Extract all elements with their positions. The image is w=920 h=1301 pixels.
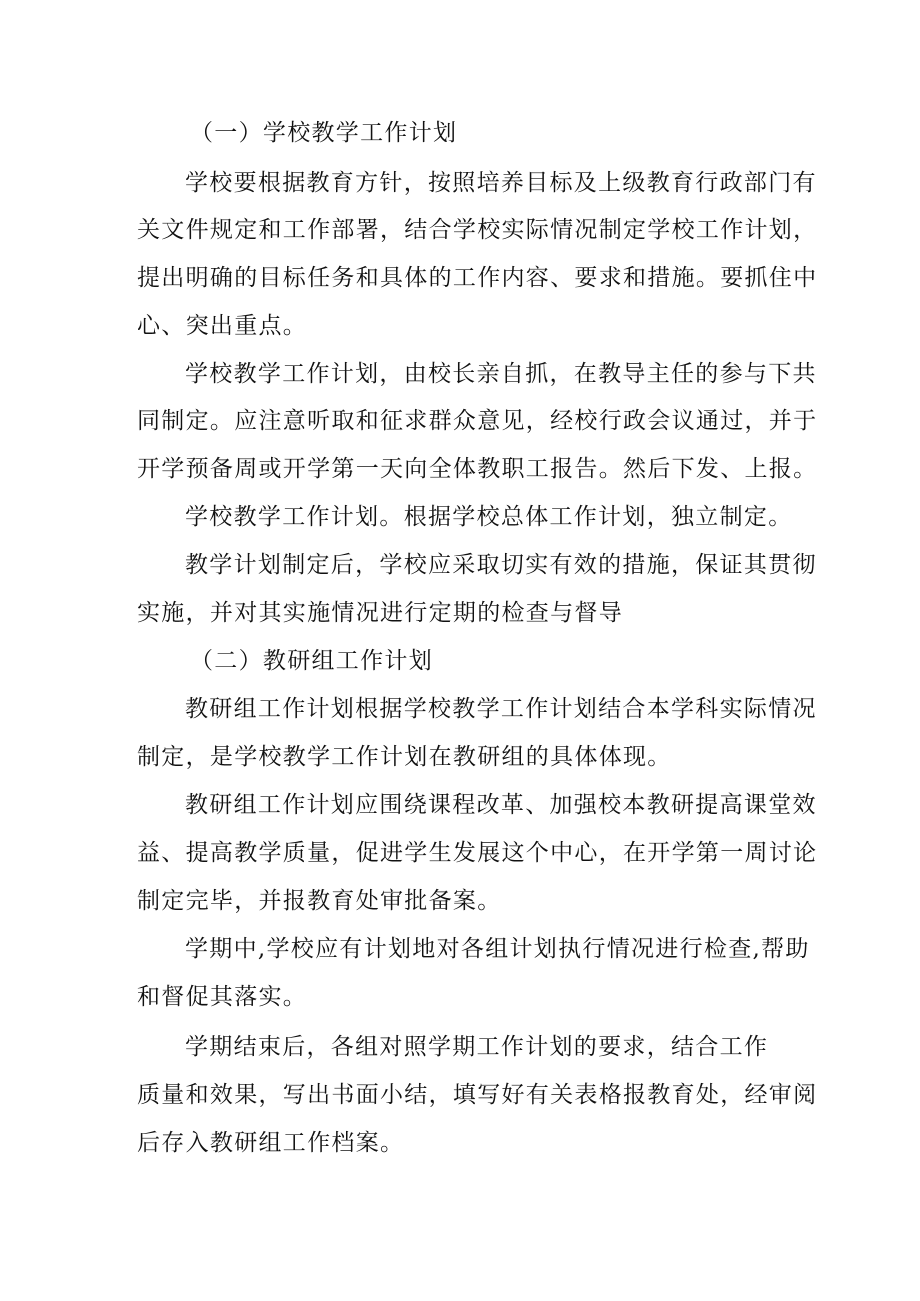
paragraph-line: 后存入教研组工作档案。 (137, 1130, 405, 1156)
paragraph-line: 教研组工作计划应围绕课程改革、加强校本教研提高课堂效 (185, 792, 817, 818)
paragraph-line: 教学计划制定后，学校应采取切实有效的措施，保证其贯彻 (185, 552, 817, 578)
paragraph-line: 学校教学工作计划。根据学校总体工作计划，独立制定。 (185, 504, 793, 530)
paragraph-line: 实施，并对其实施情况进行定期的检查与督导 (137, 600, 623, 626)
paragraph-line: 心、突出重点。 (137, 313, 308, 339)
paragraph-line: 同制定。应注意听取和征求群众意见，经校行政会议通过，并于 (137, 408, 818, 434)
paragraph-line: 学期中,学校应有计划地对各组计划执行情况进行检查,帮助 (185, 936, 810, 962)
paragraph-line: 和督促其落实。 (137, 984, 308, 1010)
paragraph-line: 提出明确的目标任务和具体的工作内容、要求和措施。要抓住中 (137, 265, 818, 291)
paragraph-line: 学校要根据教育方针，按照培养目标及上级教育行政部门有 (185, 170, 817, 196)
paragraph-line: 学期结束后，各组对照学期工作计划的要求，结合工作 (185, 1034, 769, 1060)
paragraph-line: 质量和效果，写出书面小结，填写好有关表格报教育处，经审阅 (137, 1082, 818, 1108)
paragraph-line: 制定，是学校教学工作计划在教研组的具体体现。 (137, 744, 672, 770)
paragraph-line: 教研组工作计划根据学校教学工作计划结合本学科实际情况 (185, 696, 817, 722)
paragraph-line: 开学预备周或开学第一天向全体教职工报告。然后下发、上报。 (137, 456, 818, 482)
paragraph-line: 学校教学工作计划，由校长亲自抓，在教导主任的参与下共 (185, 361, 817, 387)
section-heading-2: （二）教研组工作计划 (190, 648, 433, 674)
paragraph-line: 关文件规定和工作部署，结合学校实际情况制定学校工作计划， (137, 217, 818, 243)
section-heading-1: （一）学校教学工作计划 (190, 120, 458, 146)
paragraph-line: 益、提高教学质量，促进学生发展这个中心，在开学第一周讨论 (137, 840, 818, 866)
paragraph-line: 制定完毕，并报教育处审批备案。 (137, 888, 502, 914)
